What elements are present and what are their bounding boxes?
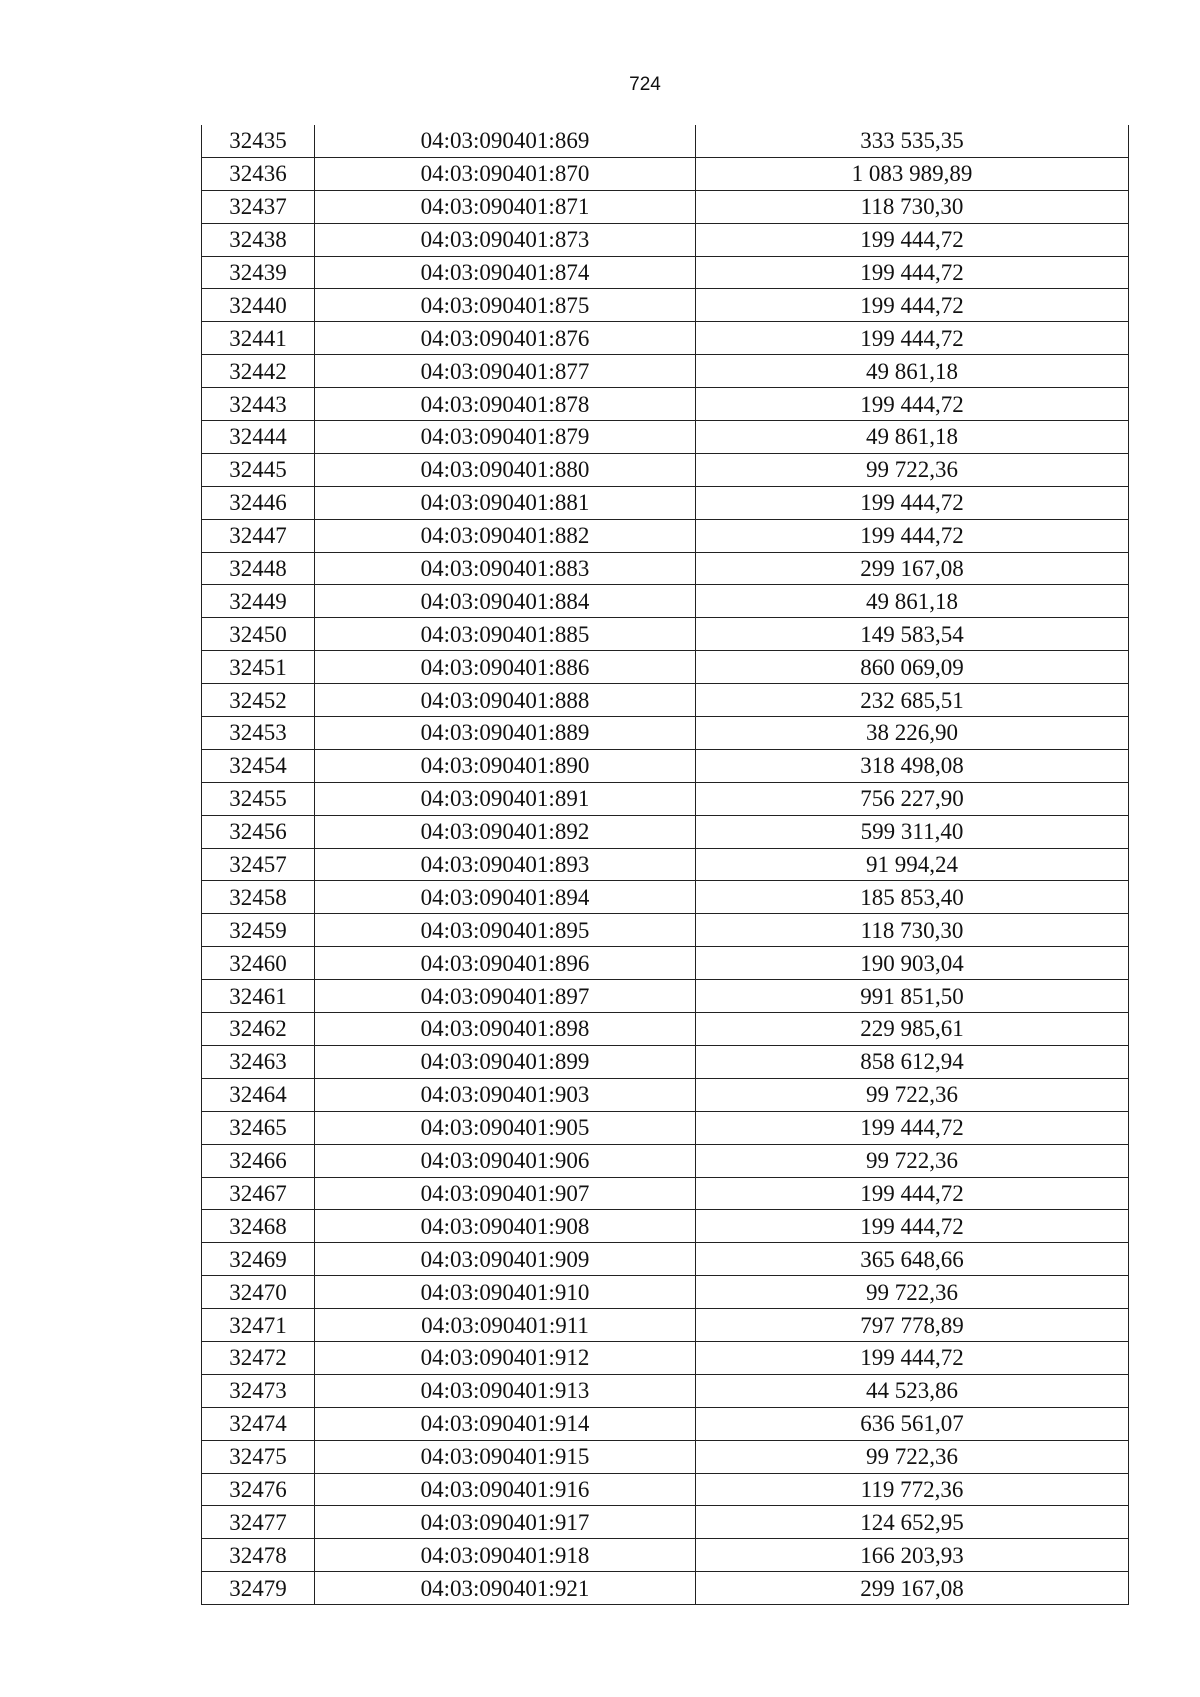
cadastral-number-cell: 04:03:090401:913 xyxy=(315,1374,696,1407)
row-number-cell: 32452 xyxy=(202,684,315,717)
table-row xyxy=(202,1078,1129,1111)
cadastral-value-cell: 333 535,35 xyxy=(696,125,1129,157)
row-number-cell: 32442 xyxy=(202,355,315,388)
table-row xyxy=(202,322,1129,355)
table-row xyxy=(202,1177,1129,1210)
row-number-cell: 32478 xyxy=(202,1539,315,1572)
table-row xyxy=(202,388,1129,421)
cadastral-value-cell: 99 722,36 xyxy=(696,1440,1129,1473)
table-row xyxy=(202,125,1129,157)
row-number-cell: 32439 xyxy=(202,256,315,289)
table-row xyxy=(202,1111,1129,1144)
cadastral-number-cell: 04:03:090401:886 xyxy=(315,651,696,684)
cadastral-number-cell: 04:03:090401:871 xyxy=(315,190,696,223)
row-number-cell: 32448 xyxy=(202,552,315,585)
table-row xyxy=(202,1539,1129,1572)
cadastral-value-cell: 199 444,72 xyxy=(696,1111,1129,1144)
table-row xyxy=(202,355,1129,388)
row-number-cell: 32449 xyxy=(202,585,315,618)
table-row xyxy=(202,1309,1129,1342)
cadastral-number-cell: 04:03:090401:869 xyxy=(315,125,696,157)
row-number-cell: 32458 xyxy=(202,881,315,914)
table-row xyxy=(202,1374,1129,1407)
row-number-cell: 32437 xyxy=(202,190,315,223)
row-number-cell: 32456 xyxy=(202,815,315,848)
table-row xyxy=(202,190,1129,223)
row-number-cell: 32470 xyxy=(202,1276,315,1309)
table-row xyxy=(202,1572,1129,1605)
cadastral-value-cell: 49 861,18 xyxy=(696,355,1129,388)
row-number-cell: 32446 xyxy=(202,486,315,519)
cadastral-value-cell: 636 561,07 xyxy=(696,1407,1129,1440)
cadastral-value-cell: 185 853,40 xyxy=(696,881,1129,914)
row-number-cell: 32461 xyxy=(202,980,315,1013)
cadastral-number-cell: 04:03:090401:893 xyxy=(315,848,696,881)
cadastral-number-cell: 04:03:090401:916 xyxy=(315,1473,696,1506)
cadastral-value-cell: 858 612,94 xyxy=(696,1045,1129,1078)
table-row xyxy=(202,1013,1129,1046)
cadastral-value-cell: 199 444,72 xyxy=(696,519,1129,552)
cadastral-value-cell: 199 444,72 xyxy=(696,1177,1129,1210)
cadastral-value-cell: 119 772,36 xyxy=(696,1473,1129,1506)
row-number-cell: 32467 xyxy=(202,1177,315,1210)
table-row xyxy=(202,1144,1129,1177)
row-number-cell: 32451 xyxy=(202,651,315,684)
table-row xyxy=(202,1276,1129,1309)
cadastral-number-cell: 04:03:090401:879 xyxy=(315,421,696,454)
cadastral-value-cell: 860 069,09 xyxy=(696,651,1129,684)
table-row xyxy=(202,749,1129,782)
cadastral-number-cell: 04:03:090401:883 xyxy=(315,552,696,585)
cadastral-number-cell: 04:03:090401:888 xyxy=(315,684,696,717)
row-number-cell: 32472 xyxy=(202,1341,315,1374)
row-number-cell: 32463 xyxy=(202,1045,315,1078)
row-number-cell: 32474 xyxy=(202,1407,315,1440)
cadastral-number-cell: 04:03:090401:873 xyxy=(315,223,696,256)
row-number-cell: 32459 xyxy=(202,914,315,947)
table-row xyxy=(202,914,1129,947)
table-row xyxy=(202,1341,1129,1374)
cadastral-value-cell: 49 861,18 xyxy=(696,585,1129,618)
row-number-cell: 32466 xyxy=(202,1144,315,1177)
cadastral-value-cell: 166 203,93 xyxy=(696,1539,1129,1572)
cadastral-value-cell: 99 722,36 xyxy=(696,1276,1129,1309)
cadastral-value-cell: 49 861,18 xyxy=(696,421,1129,454)
cadastral-value-cell: 118 730,30 xyxy=(696,190,1129,223)
cadastral-value-cell: 1 083 989,89 xyxy=(696,157,1129,190)
cadastral-number-cell: 04:03:090401:892 xyxy=(315,815,696,848)
row-number-cell: 32443 xyxy=(202,388,315,421)
cadastral-number-cell: 04:03:090401:885 xyxy=(315,618,696,651)
row-number-cell: 32453 xyxy=(202,717,315,750)
table-row xyxy=(202,782,1129,815)
row-number-cell: 32445 xyxy=(202,453,315,486)
cadastral-value-cell: 118 730,30 xyxy=(696,914,1129,947)
cadastral-value-cell: 318 498,08 xyxy=(696,749,1129,782)
cadastral-value-table xyxy=(201,125,1129,1605)
cadastral-value-cell: 199 444,72 xyxy=(696,289,1129,322)
table-row xyxy=(202,1243,1129,1276)
row-number-cell: 32440 xyxy=(202,289,315,322)
row-number-cell: 32457 xyxy=(202,848,315,881)
row-number-cell: 32454 xyxy=(202,749,315,782)
row-number-cell: 32460 xyxy=(202,947,315,980)
table-row xyxy=(202,223,1129,256)
row-number-cell: 32468 xyxy=(202,1210,315,1243)
table-row xyxy=(202,1407,1129,1440)
table-row xyxy=(202,815,1129,848)
table-row xyxy=(202,552,1129,585)
cadastral-number-cell: 04:03:090401:903 xyxy=(315,1078,696,1111)
cadastral-number-cell: 04:03:090401:875 xyxy=(315,289,696,322)
cadastral-number-cell: 04:03:090401:889 xyxy=(315,717,696,750)
cadastral-number-cell: 04:03:090401:921 xyxy=(315,1572,696,1605)
table-row xyxy=(202,421,1129,454)
cadastral-value-cell: 99 722,36 xyxy=(696,1078,1129,1111)
cadastral-value-cell: 365 648,66 xyxy=(696,1243,1129,1276)
cadastral-value-cell: 190 903,04 xyxy=(696,947,1129,980)
cadastral-value-cell: 199 444,72 xyxy=(696,388,1129,421)
table-row xyxy=(202,947,1129,980)
cadastral-number-cell: 04:03:090401:891 xyxy=(315,782,696,815)
row-number-cell: 32477 xyxy=(202,1506,315,1539)
cadastral-number-cell: 04:03:090401:880 xyxy=(315,453,696,486)
table-row xyxy=(202,1440,1129,1473)
table-row xyxy=(202,486,1129,519)
table-row xyxy=(202,1506,1129,1539)
table-row xyxy=(202,980,1129,1013)
cadastral-number-cell: 04:03:090401:870 xyxy=(315,157,696,190)
cadastral-number-cell: 04:03:090401:874 xyxy=(315,256,696,289)
cadastral-number-cell: 04:03:090401:884 xyxy=(315,585,696,618)
cadastral-number-cell: 04:03:090401:914 xyxy=(315,1407,696,1440)
cadastral-number-cell: 04:03:090401:905 xyxy=(315,1111,696,1144)
row-number-cell: 32438 xyxy=(202,223,315,256)
page-number: 724 xyxy=(629,74,661,95)
cadastral-value-cell: 91 994,24 xyxy=(696,848,1129,881)
cadastral-number-cell: 04:03:090401:896 xyxy=(315,947,696,980)
cadastral-value-cell: 199 444,72 xyxy=(696,1341,1129,1374)
table-row xyxy=(202,1473,1129,1506)
cadastral-number-cell: 04:03:090401:910 xyxy=(315,1276,696,1309)
row-number-cell: 32479 xyxy=(202,1572,315,1605)
row-number-cell: 32464 xyxy=(202,1078,315,1111)
table-row xyxy=(202,157,1129,190)
table-row xyxy=(202,585,1129,618)
cadastral-number-cell: 04:03:090401:897 xyxy=(315,980,696,1013)
cadastral-value-cell: 38 226,90 xyxy=(696,717,1129,750)
row-number-cell: 32469 xyxy=(202,1243,315,1276)
cadastral-value-cell: 599 311,40 xyxy=(696,815,1129,848)
cadastral-value-cell: 232 685,51 xyxy=(696,684,1129,717)
cadastral-number-cell: 04:03:090401:909 xyxy=(315,1243,696,1276)
cadastral-value-cell: 149 583,54 xyxy=(696,618,1129,651)
cadastral-number-cell: 04:03:090401:890 xyxy=(315,749,696,782)
cadastral-number-cell: 04:03:090401:881 xyxy=(315,486,696,519)
table-row xyxy=(202,881,1129,914)
cadastral-number-cell: 04:03:090401:908 xyxy=(315,1210,696,1243)
cadastral-number-cell: 04:03:090401:912 xyxy=(315,1341,696,1374)
cadastral-value-cell: 199 444,72 xyxy=(696,1210,1129,1243)
table-row xyxy=(202,651,1129,684)
cadastral-number-cell: 04:03:090401:895 xyxy=(315,914,696,947)
row-number-cell: 32476 xyxy=(202,1473,315,1506)
cadastral-number-cell: 04:03:090401:899 xyxy=(315,1045,696,1078)
cadastral-number-cell: 04:03:090401:876 xyxy=(315,322,696,355)
row-number-cell: 32436 xyxy=(202,157,315,190)
cadastral-number-cell: 04:03:090401:882 xyxy=(315,519,696,552)
table-row xyxy=(202,289,1129,322)
table-row xyxy=(202,453,1129,486)
cadastral-value-cell: 299 167,08 xyxy=(696,1572,1129,1605)
cadastral-number-cell: 04:03:090401:878 xyxy=(315,388,696,421)
row-number-cell: 32471 xyxy=(202,1309,315,1342)
table-row xyxy=(202,1210,1129,1243)
cadastral-number-cell: 04:03:090401:918 xyxy=(315,1539,696,1572)
row-number-cell: 32444 xyxy=(202,421,315,454)
cadastral-value-cell: 199 444,72 xyxy=(696,256,1129,289)
table-row xyxy=(202,519,1129,552)
cadastral-value-cell: 991 851,50 xyxy=(696,980,1129,1013)
cadastral-value-cell: 756 227,90 xyxy=(696,782,1129,815)
table-row xyxy=(202,1045,1129,1078)
row-number-cell: 32473 xyxy=(202,1374,315,1407)
cadastral-value-cell: 199 444,72 xyxy=(696,322,1129,355)
cadastral-number-cell: 04:03:090401:906 xyxy=(315,1144,696,1177)
row-number-cell: 32441 xyxy=(202,322,315,355)
table-row xyxy=(202,848,1129,881)
row-number-cell: 32447 xyxy=(202,519,315,552)
cadastral-value-cell: 229 985,61 xyxy=(696,1013,1129,1046)
cadastral-value-cell: 44 523,86 xyxy=(696,1374,1129,1407)
cadastral-number-cell: 04:03:090401:877 xyxy=(315,355,696,388)
cadastral-number-cell: 04:03:090401:917 xyxy=(315,1506,696,1539)
row-number-cell: 32465 xyxy=(202,1111,315,1144)
table-row xyxy=(202,618,1129,651)
table-row xyxy=(202,256,1129,289)
cadastral-value-cell: 99 722,36 xyxy=(696,453,1129,486)
row-number-cell: 32435 xyxy=(202,125,315,157)
row-number-cell: 32462 xyxy=(202,1013,315,1046)
cadastral-value-cell: 299 167,08 xyxy=(696,552,1129,585)
cadastral-number-cell: 04:03:090401:894 xyxy=(315,881,696,914)
cadastral-value-cell: 199 444,72 xyxy=(696,486,1129,519)
cadastral-number-cell: 04:03:090401:898 xyxy=(315,1013,696,1046)
table-body xyxy=(202,125,1129,1605)
table-row xyxy=(202,684,1129,717)
row-number-cell: 32475 xyxy=(202,1440,315,1473)
row-number-cell: 32450 xyxy=(202,618,315,651)
cadastral-number-cell: 04:03:090401:907 xyxy=(315,1177,696,1210)
row-number-cell: 32455 xyxy=(202,782,315,815)
cadastral-value-cell: 124 652,95 xyxy=(696,1506,1129,1539)
cadastral-number-cell: 04:03:090401:915 xyxy=(315,1440,696,1473)
cadastral-value-cell: 99 722,36 xyxy=(696,1144,1129,1177)
cadastral-value-cell: 797 778,89 xyxy=(696,1309,1129,1342)
cadastral-value-cell: 199 444,72 xyxy=(696,223,1129,256)
table-row xyxy=(202,717,1129,750)
cadastral-number-cell: 04:03:090401:911 xyxy=(315,1309,696,1342)
